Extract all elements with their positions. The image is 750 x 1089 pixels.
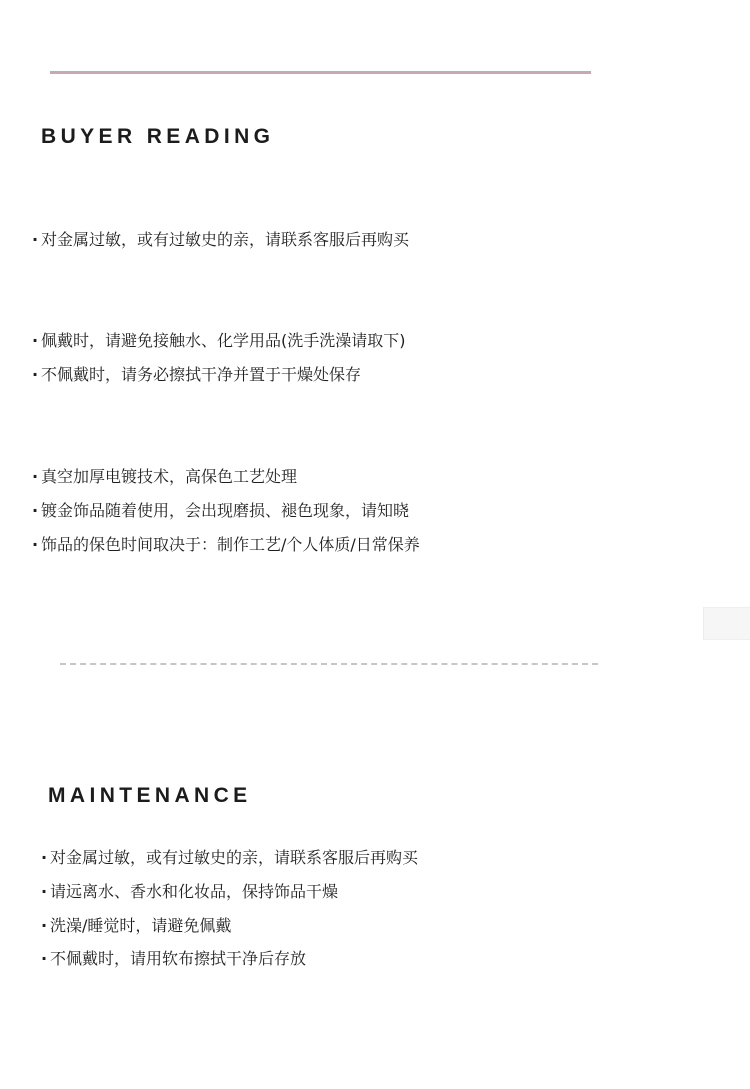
buyer-reading-item-text: 对金属过敏，或有过敏史的亲，请联系客服后再购买 bbox=[41, 230, 410, 249]
bullet-dot: · bbox=[32, 331, 39, 350]
buyer-reading-item bbox=[32, 534, 420, 556]
buyer-reading-title: BUYER READING bbox=[41, 125, 275, 148]
bullet-dot: · bbox=[32, 467, 39, 486]
buyer-reading-item-text: 镀金饰品随着使用，会出现磨损、褪色现象，请知晓 bbox=[41, 501, 410, 520]
maintenance-item-text: 不佩戴时，请用软布擦拭干净后存放 bbox=[50, 949, 307, 968]
buyer-reading-item-text: 不佩戴时，请务必擦拭干净并置于干燥处保存 bbox=[41, 365, 362, 384]
buyer-reading-item bbox=[32, 466, 297, 488]
side-scroll-tab[interactable] bbox=[703, 607, 750, 640]
buyer-reading-item bbox=[32, 229, 409, 251]
buyer-reading-item bbox=[32, 364, 361, 386]
bullet-dot: · bbox=[41, 949, 48, 968]
bullet-dot: · bbox=[41, 848, 48, 867]
dashed-divider bbox=[60, 663, 598, 665]
buyer-reading-item bbox=[32, 330, 406, 352]
bullet-dot: · bbox=[32, 230, 39, 249]
maintenance-item-text: 洗澡/睡觉时，请避免佩戴 bbox=[50, 916, 232, 935]
maintenance-item bbox=[41, 881, 338, 903]
buyer-reading-item-text: 饰品的保色时间取决于：制作工艺/个人体质/日常保养 bbox=[41, 535, 420, 554]
buyer-reading-item-text: 真空加厚电镀技术，高保色工艺处理 bbox=[41, 467, 298, 486]
bullet-dot: · bbox=[32, 535, 39, 554]
bullet-dot: · bbox=[41, 916, 48, 935]
maintenance-title: MAINTENANCE bbox=[48, 784, 252, 807]
maintenance-item bbox=[41, 915, 231, 937]
bullet-dot: · bbox=[41, 882, 48, 901]
buyer-reading-item-text: 佩戴时，请避免接触水、化学用品(洗手洗澡请取下) bbox=[41, 331, 406, 350]
bullet-dot: · bbox=[32, 365, 39, 384]
top-divider bbox=[50, 71, 591, 74]
buyer-reading-item bbox=[32, 500, 409, 522]
bullet-dot: · bbox=[32, 501, 39, 520]
maintenance-item bbox=[41, 847, 418, 869]
maintenance-item-text: 对金属过敏，或有过敏史的亲，请联系客服后再购买 bbox=[50, 848, 419, 867]
maintenance-item bbox=[41, 948, 306, 970]
maintenance-item-text: 请远离水、香水和化妆品，保持饰品干燥 bbox=[50, 882, 339, 901]
